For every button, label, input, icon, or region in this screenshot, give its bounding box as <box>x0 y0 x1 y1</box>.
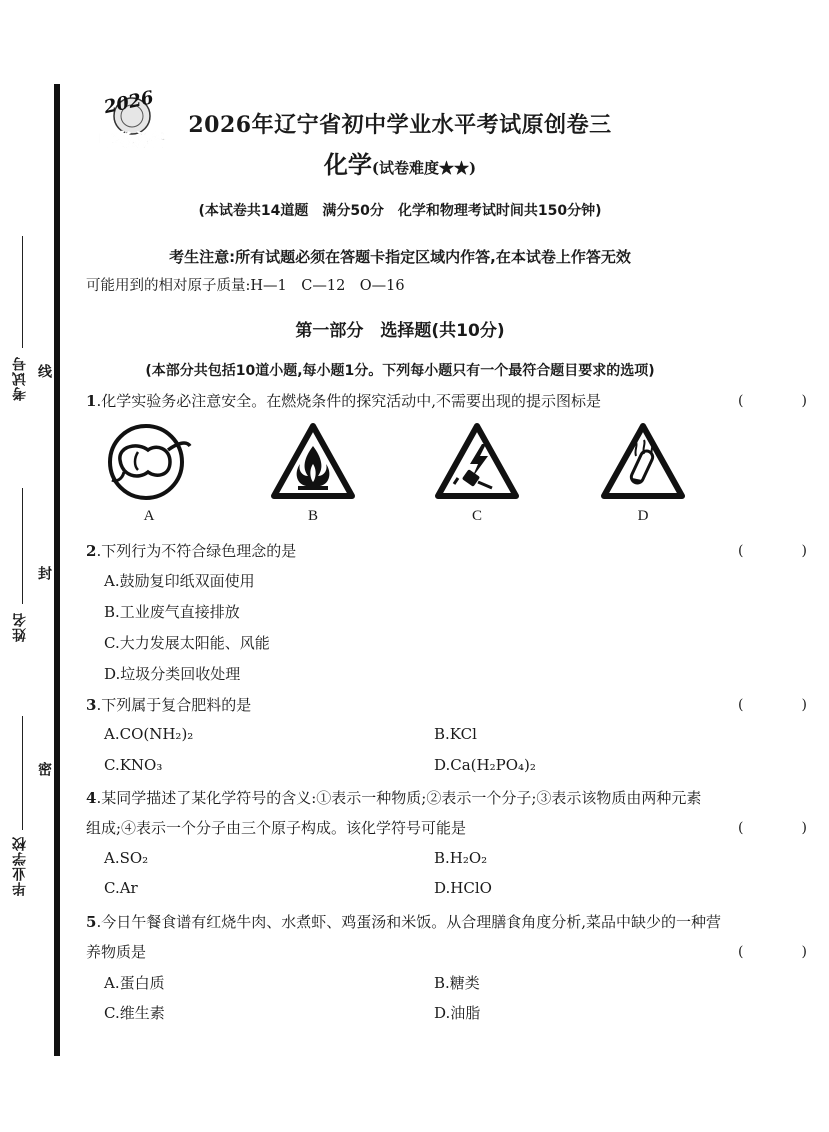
binding-bar <box>54 84 60 1056</box>
answer-bracket-1: ( ) <box>738 393 829 409</box>
option-3a: A.CO(NH₂)₂ <box>104 725 194 743</box>
name-label: 姓名 <box>12 612 28 642</box>
question-1: 1.化学实验务必注意安全。在燃烧条件的探究活动中,不需要出现的提示图标是 <box>86 392 601 410</box>
answer-bracket-5: ( ) <box>738 944 829 960</box>
school-label: 毕业学校 <box>12 836 28 896</box>
school-line <box>22 716 23 830</box>
option-4a: A.SO₂ <box>104 849 149 867</box>
question-4-line2: 组成;④表示一个分子由三个原子构成。该化学符号可能是 <box>86 819 467 837</box>
option-3d: D.Ca(H₂PO₄)₂ <box>434 756 536 774</box>
fire-warning-icon <box>268 420 358 504</box>
exam-title: 2026年辽宁省初中学业水平考试原创卷三 <box>188 112 612 138</box>
logo-text: 中考必备 <box>98 131 166 151</box>
subject-title: 化学 <box>323 150 372 179</box>
question-2: 2.下列行为不符合绿色理念的是 <box>86 542 297 560</box>
question-5: 5.今日午餐食谱有红烧牛肉、水煮虾、鸡蛋汤和米饭。从合理膳食角度分析,菜品中缺少的一种营 <box>86 913 721 931</box>
difficulty-label: (试卷难度★★) <box>371 159 477 177</box>
icon-label-d: D <box>637 508 649 524</box>
option-2d: D.垃圾分类回收处理 <box>104 665 241 683</box>
icon-label-a: A <box>143 508 155 524</box>
option-2a: A.鼓励复印纸双面使用 <box>104 572 255 590</box>
electric-warning-icon <box>432 420 522 504</box>
goggles-icon <box>104 420 194 504</box>
option-3b: B.KCl <box>434 725 477 743</box>
part1-description: (本部分共包括10道小题,每小题1分。下列每小题只有一个最符合题目要求的选项) <box>145 363 655 379</box>
option-5b: B.糖类 <box>434 974 480 992</box>
hot-test-tube-icon <box>598 420 688 504</box>
logo-year: 2026 <box>102 87 156 119</box>
answer-bracket-2: ( ) <box>738 543 829 559</box>
option-4c: C.Ar <box>104 879 138 897</box>
question-5-line2: 养物质是 <box>86 943 147 961</box>
exam-info: (本试卷共14道题 满分50分 化学和物理考试时间共150分钟) <box>198 203 602 219</box>
subject-line <box>0 145 800 180</box>
question-3: 3.下列属于复合肥料的是 <box>86 696 252 714</box>
seal-char-mi: 密 <box>36 762 52 776</box>
option-2c: C.大力发展太阳能、风能 <box>104 634 270 652</box>
name-line <box>22 488 23 604</box>
option-5c: C.维生素 <box>104 1004 165 1022</box>
seal-char-feng: 封 <box>36 566 52 580</box>
option-5d: D.油脂 <box>434 1004 481 1022</box>
part1-title: 第一部分 选择题(共10分) <box>295 321 505 341</box>
option-5a: A.蛋白质 <box>104 974 165 992</box>
option-2b: B.工业废气直接排放 <box>104 603 240 621</box>
icon-label-c: C <box>471 508 482 524</box>
option-4d: D.HClO <box>434 879 492 897</box>
exam-notice: 考生注意:所有试题必须在答题卡指定区域内作答,在本试卷上作答无效 <box>169 248 631 266</box>
option-3c: C.KNO₃ <box>104 756 163 774</box>
atomic-masses: 可能用到的相对原子质量:H—1 C—12 O—16 <box>86 278 405 294</box>
answer-bracket-3: ( ) <box>738 697 829 713</box>
icon-label-b: B <box>307 508 318 524</box>
question-4: 4.某同学描述了某化学符号的含义:①表示一种物质;②表示一个分子;③表示该物质由两种元素 <box>86 789 702 807</box>
option-4b: B.H₂O₂ <box>434 849 488 867</box>
exam-number-label: 考试号 <box>12 356 28 401</box>
answer-bracket-4: ( ) <box>738 820 829 836</box>
seal-char-xian: 线 <box>36 364 52 378</box>
